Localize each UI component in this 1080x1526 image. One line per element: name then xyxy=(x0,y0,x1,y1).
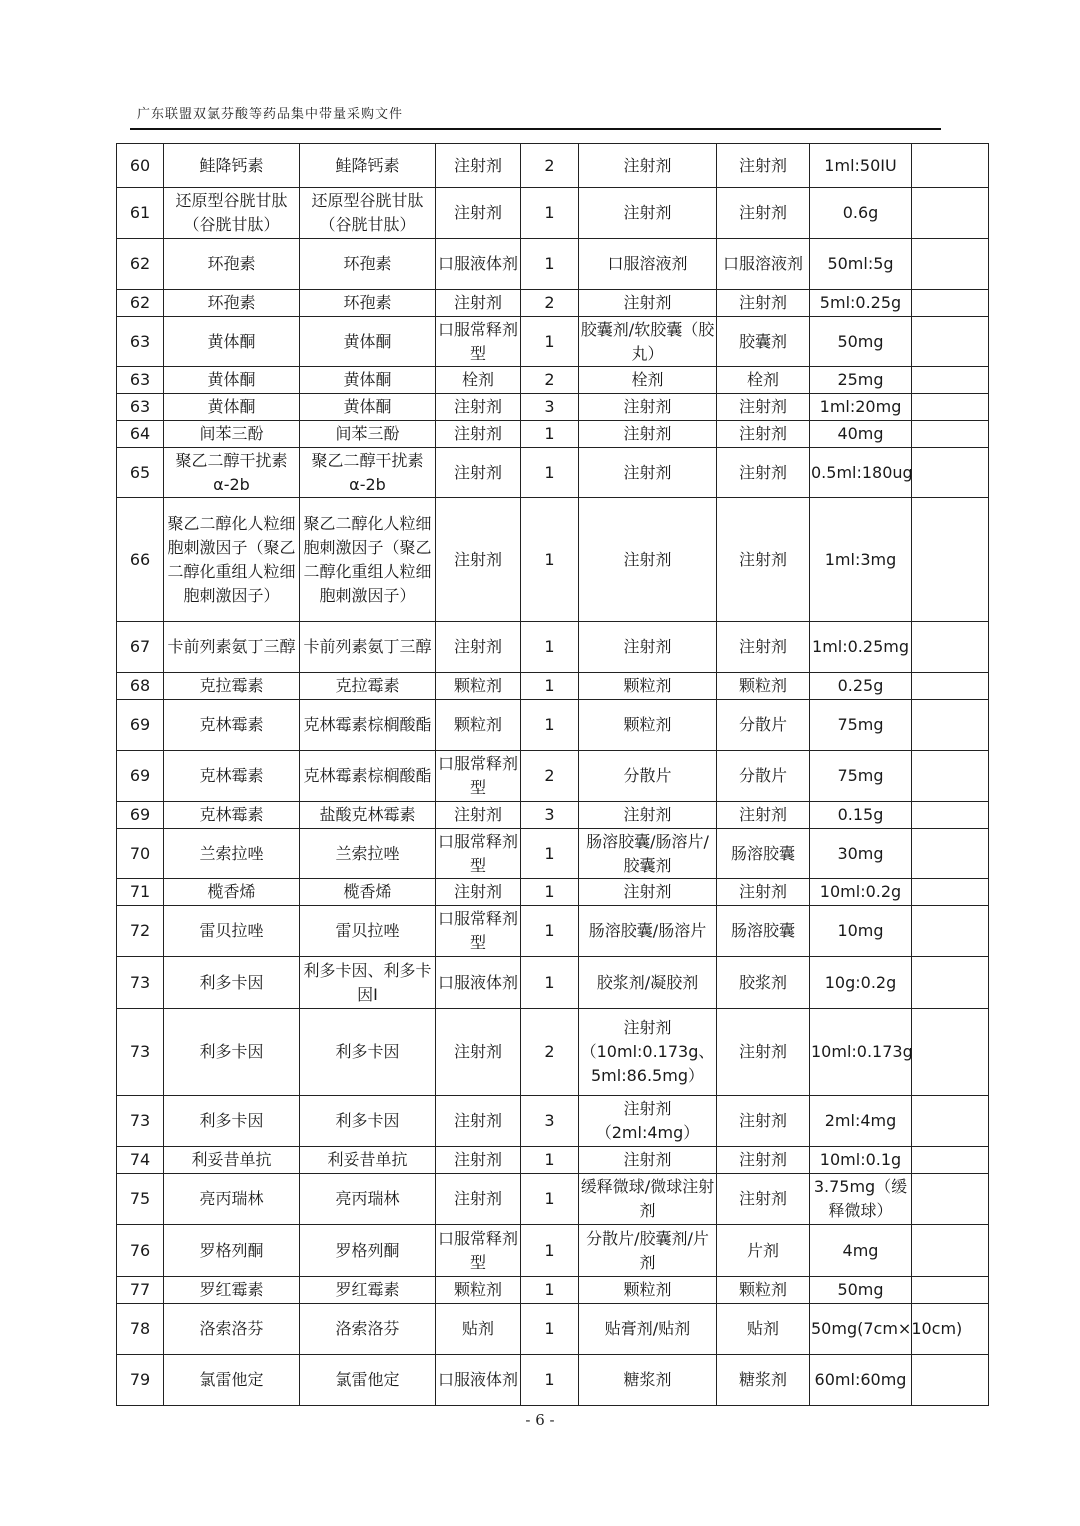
cell-specification: 1ml:3mg xyxy=(810,498,912,622)
table-row xyxy=(117,1009,989,1096)
cell-dosage-form-category: 口服液体剂 xyxy=(436,957,521,1009)
cell-generic-name: 还原型谷胱甘肽（谷胱甘肽） xyxy=(164,188,300,239)
cell-representative-form: 注射剂 xyxy=(717,144,810,188)
cell-drug-name: 洛索洛芬 xyxy=(300,1304,436,1355)
cell-extra xyxy=(912,1096,989,1147)
cell-representative-form: 注射剂 xyxy=(717,498,810,622)
cell-dosage-form: 注射剂 xyxy=(579,421,717,448)
cell-group: 3 xyxy=(521,394,579,421)
cell-group: 1 xyxy=(521,829,579,879)
cell-extra xyxy=(912,188,989,239)
cell-drug-name: 盐酸克林霉素 xyxy=(300,802,436,829)
cell-dosage-form: 胶囊剂/软胶囊（胶丸） xyxy=(579,317,717,367)
cell-dosage-form: 胶浆剂/凝胶剂 xyxy=(579,957,717,1009)
cell-drug-name: 氯雷他定 xyxy=(300,1355,436,1406)
cell-group: 1 xyxy=(521,1277,579,1304)
cell-specification: 25mg xyxy=(810,367,912,394)
table-row xyxy=(117,751,989,802)
cell-extra xyxy=(912,394,989,421)
cell-group: 1 xyxy=(521,700,579,751)
cell-serial-number: 62 xyxy=(117,290,164,317)
cell-specification: 60ml:60mg xyxy=(810,1355,912,1406)
cell-drug-name: 利多卡因 xyxy=(300,1009,436,1096)
cell-generic-name: 黄体酮 xyxy=(164,317,300,367)
cell-dosage-form-category: 颗粒剂 xyxy=(436,700,521,751)
cell-group: 1 xyxy=(521,421,579,448)
cell-drug-name: 间苯三酚 xyxy=(300,421,436,448)
cell-specification: 40mg xyxy=(810,421,912,448)
table-row xyxy=(117,367,989,394)
cell-group: 2 xyxy=(521,290,579,317)
cell-representative-form: 注射剂 xyxy=(717,290,810,317)
cell-specification: 3.75mg（缓释微球） xyxy=(810,1174,912,1225)
cell-generic-name: 鲑降钙素 xyxy=(164,144,300,188)
cell-drug-name: 榄香烯 xyxy=(300,879,436,906)
table-row xyxy=(117,144,989,188)
cell-dosage-form: 分散片 xyxy=(579,751,717,802)
cell-specification: 50mg(7cm×10cm) xyxy=(810,1304,912,1355)
cell-specification: 0.15g xyxy=(810,802,912,829)
cell-dosage-form: 注射剂 xyxy=(579,622,717,673)
cell-drug-name: 聚乙二醇干扰素α-2b xyxy=(300,448,436,498)
cell-generic-name: 利多卡因 xyxy=(164,957,300,1009)
cell-dosage-form-category: 注射剂 xyxy=(436,144,521,188)
cell-specification: 1ml:0.25mg xyxy=(810,622,912,673)
cell-representative-form: 胶囊剂 xyxy=(717,317,810,367)
cell-representative-form: 贴剂 xyxy=(717,1304,810,1355)
cell-dosage-form-category: 口服常释剂型 xyxy=(436,906,521,957)
cell-extra xyxy=(912,498,989,622)
cell-drug-name: 黄体酮 xyxy=(300,367,436,394)
cell-group: 1 xyxy=(521,448,579,498)
cell-generic-name: 克林霉素 xyxy=(164,802,300,829)
cell-dosage-form: 注射剂 xyxy=(579,879,717,906)
cell-serial-number: 68 xyxy=(117,673,164,700)
cell-drug-name: 黄体酮 xyxy=(300,394,436,421)
cell-generic-name: 卡前列素氨丁三醇 xyxy=(164,622,300,673)
cell-serial-number: 72 xyxy=(117,906,164,957)
cell-dosage-form: 注射剂 xyxy=(579,290,717,317)
table-row xyxy=(117,700,989,751)
cell-dosage-form-category: 贴剂 xyxy=(436,1304,521,1355)
table-row xyxy=(117,1355,989,1406)
cell-group: 1 xyxy=(521,1225,579,1277)
cell-representative-form: 注射剂 xyxy=(717,622,810,673)
cell-dosage-form: 分散片/胶囊剂/片剂 xyxy=(579,1225,717,1277)
cell-dosage-form-category: 注射剂 xyxy=(436,394,521,421)
cell-extra xyxy=(912,673,989,700)
cell-serial-number: 79 xyxy=(117,1355,164,1406)
cell-dosage-form-category: 口服常释剂型 xyxy=(436,829,521,879)
cell-dosage-form-category: 注射剂 xyxy=(436,290,521,317)
cell-serial-number: 73 xyxy=(117,957,164,1009)
table-row xyxy=(117,879,989,906)
cell-representative-form: 注射剂 xyxy=(717,802,810,829)
cell-dosage-form: 注射剂 xyxy=(579,448,717,498)
cell-dosage-form: 注射剂 xyxy=(579,144,717,188)
cell-representative-form: 分散片 xyxy=(717,700,810,751)
cell-dosage-form: 注射剂 xyxy=(579,1147,717,1174)
cell-dosage-form: 颗粒剂 xyxy=(579,700,717,751)
table-row xyxy=(117,394,989,421)
cell-dosage-form-category: 注射剂 xyxy=(436,1174,521,1225)
table-row xyxy=(117,957,989,1009)
table-row xyxy=(117,188,989,239)
cell-extra xyxy=(912,317,989,367)
cell-serial-number: 67 xyxy=(117,622,164,673)
cell-dosage-form-category: 注射剂 xyxy=(436,188,521,239)
cell-drug-name: 雷贝拉唑 xyxy=(300,906,436,957)
cell-serial-number: 61 xyxy=(117,188,164,239)
cell-dosage-form: 贴膏剂/贴剂 xyxy=(579,1304,717,1355)
cell-generic-name: 环孢素 xyxy=(164,290,300,317)
cell-generic-name: 黄体酮 xyxy=(164,394,300,421)
table-row xyxy=(117,498,989,622)
cell-dosage-form: 栓剂 xyxy=(579,367,717,394)
cell-group: 1 xyxy=(521,188,579,239)
cell-representative-form: 注射剂 xyxy=(717,394,810,421)
cell-drug-name: 利多卡因 xyxy=(300,1096,436,1147)
cell-generic-name: 洛索洛芬 xyxy=(164,1304,300,1355)
cell-dosage-form-category: 注射剂 xyxy=(436,802,521,829)
cell-group: 3 xyxy=(521,1096,579,1147)
cell-specification: 50ml:5g xyxy=(810,239,912,290)
cell-drug-name: 克林霉素棕榈酸酯 xyxy=(300,700,436,751)
cell-dosage-form-category: 注射剂 xyxy=(436,622,521,673)
drug-procurement-table xyxy=(116,143,989,1406)
cell-generic-name: 利多卡因 xyxy=(164,1096,300,1147)
cell-serial-number: 63 xyxy=(117,367,164,394)
table-row xyxy=(117,1225,989,1277)
cell-specification: 30mg xyxy=(810,829,912,879)
cell-extra xyxy=(912,700,989,751)
cell-extra xyxy=(912,1174,989,1225)
cell-group: 1 xyxy=(521,239,579,290)
cell-specification: 0.5ml:180ug xyxy=(810,448,912,498)
cell-drug-name: 卡前列素氨丁三醇 xyxy=(300,622,436,673)
cell-specification: 1ml:20mg xyxy=(810,394,912,421)
table-row xyxy=(117,1174,989,1225)
table-row xyxy=(117,290,989,317)
cell-representative-form: 注射剂 xyxy=(717,448,810,498)
cell-dosage-form-category: 注射剂 xyxy=(436,1009,521,1096)
cell-drug-name: 还原型谷胱甘肽（谷胱甘肽） xyxy=(300,188,436,239)
cell-dosage-form: 颗粒剂 xyxy=(579,673,717,700)
table-row xyxy=(117,802,989,829)
cell-drug-name: 亮丙瑞林 xyxy=(300,1174,436,1225)
cell-serial-number: 69 xyxy=(117,802,164,829)
cell-representative-form: 注射剂 xyxy=(717,1147,810,1174)
cell-specification: 75mg xyxy=(810,751,912,802)
cell-serial-number: 69 xyxy=(117,700,164,751)
cell-specification: 2ml:4mg xyxy=(810,1096,912,1147)
cell-extra xyxy=(912,879,989,906)
table-row xyxy=(117,448,989,498)
cell-generic-name: 黄体酮 xyxy=(164,367,300,394)
cell-drug-name: 聚乙二醇化人粒细胞刺激因子（聚乙二醇化重组人粒细胞刺激因子） xyxy=(300,498,436,622)
cell-representative-form: 栓剂 xyxy=(717,367,810,394)
cell-drug-name: 克林霉素棕榈酸酯 xyxy=(300,751,436,802)
cell-dosage-form: 注射剂 xyxy=(579,394,717,421)
cell-serial-number: 65 xyxy=(117,448,164,498)
cell-group: 1 xyxy=(521,1304,579,1355)
cell-group: 1 xyxy=(521,317,579,367)
cell-extra xyxy=(912,622,989,673)
cell-specification: 10g:0.2g xyxy=(810,957,912,1009)
cell-extra xyxy=(912,421,989,448)
cell-specification: 50mg xyxy=(810,1277,912,1304)
cell-representative-form: 注射剂 xyxy=(717,421,810,448)
cell-dosage-form-category: 口服常释剂型 xyxy=(436,751,521,802)
cell-generic-name: 罗红霉素 xyxy=(164,1277,300,1304)
cell-drug-name: 黄体酮 xyxy=(300,317,436,367)
table-row xyxy=(117,673,989,700)
cell-generic-name: 环孢素 xyxy=(164,239,300,290)
cell-serial-number: 63 xyxy=(117,394,164,421)
cell-serial-number: 73 xyxy=(117,1009,164,1096)
table-row xyxy=(117,1277,989,1304)
cell-drug-name: 兰索拉唑 xyxy=(300,829,436,879)
cell-serial-number: 71 xyxy=(117,879,164,906)
cell-drug-name: 环孢素 xyxy=(300,290,436,317)
cell-extra xyxy=(912,751,989,802)
cell-serial-number: 73 xyxy=(117,1096,164,1147)
cell-group: 3 xyxy=(521,802,579,829)
cell-dosage-form-category: 注射剂 xyxy=(436,448,521,498)
cell-dosage-form: 注射剂（10ml:0.173g、5ml:86.5mg） xyxy=(579,1009,717,1096)
cell-representative-form: 片剂 xyxy=(717,1225,810,1277)
table-row xyxy=(117,829,989,879)
cell-generic-name: 克林霉素 xyxy=(164,751,300,802)
cell-representative-form: 注射剂 xyxy=(717,1009,810,1096)
cell-representative-form: 颗粒剂 xyxy=(717,1277,810,1304)
document-header-title: 广东联盟双氯芬酸等药品集中带量采购文件 xyxy=(137,107,404,122)
cell-drug-name: 鲑降钙素 xyxy=(300,144,436,188)
cell-drug-name: 罗红霉素 xyxy=(300,1277,436,1304)
cell-group: 1 xyxy=(521,1174,579,1225)
cell-extra xyxy=(912,144,989,188)
cell-extra xyxy=(912,1009,989,1096)
cell-serial-number: 64 xyxy=(117,421,164,448)
cell-serial-number: 74 xyxy=(117,1147,164,1174)
cell-generic-name: 亮丙瑞林 xyxy=(164,1174,300,1225)
cell-dosage-form: 口服溶液剂 xyxy=(579,239,717,290)
table-row xyxy=(117,906,989,957)
cell-generic-name: 雷贝拉唑 xyxy=(164,906,300,957)
table-row xyxy=(117,1304,989,1355)
cell-extra xyxy=(912,1355,989,1406)
cell-specification: 5ml:0.25g xyxy=(810,290,912,317)
cell-specification: 10mg xyxy=(810,906,912,957)
cell-drug-name: 环孢素 xyxy=(300,239,436,290)
cell-specification: 0.25g xyxy=(810,673,912,700)
table-row xyxy=(117,1147,989,1174)
table-row xyxy=(117,622,989,673)
cell-dosage-form-category: 口服液体剂 xyxy=(436,1355,521,1406)
cell-representative-form: 胶浆剂 xyxy=(717,957,810,1009)
cell-drug-name: 克拉霉素 xyxy=(300,673,436,700)
cell-drug-name: 利妥昔单抗 xyxy=(300,1147,436,1174)
cell-dosage-form-category: 栓剂 xyxy=(436,367,521,394)
cell-serial-number: 70 xyxy=(117,829,164,879)
cell-group: 1 xyxy=(521,1147,579,1174)
cell-generic-name: 聚乙二醇干扰素α-2b xyxy=(164,448,300,498)
cell-group: 2 xyxy=(521,367,579,394)
page-number: - 6 - xyxy=(525,1411,555,1429)
cell-group: 1 xyxy=(521,957,579,1009)
cell-specification: 10ml:0.1g xyxy=(810,1147,912,1174)
cell-dosage-form: 肠溶胶囊/肠溶片 xyxy=(579,906,717,957)
cell-dosage-form: 注射剂（2ml:4mg） xyxy=(579,1096,717,1147)
table-row xyxy=(117,1096,989,1147)
cell-representative-form: 注射剂 xyxy=(717,188,810,239)
cell-extra xyxy=(912,290,989,317)
cell-extra xyxy=(912,957,989,1009)
cell-representative-form: 肠溶胶囊 xyxy=(717,829,810,879)
cell-extra xyxy=(912,906,989,957)
cell-representative-form: 糖浆剂 xyxy=(717,1355,810,1406)
cell-serial-number: 78 xyxy=(117,1304,164,1355)
cell-dosage-form: 糖浆剂 xyxy=(579,1355,717,1406)
cell-group: 2 xyxy=(521,751,579,802)
cell-dosage-form: 肠溶胶囊/肠溶片/胶囊剂 xyxy=(579,829,717,879)
cell-representative-form: 颗粒剂 xyxy=(717,673,810,700)
cell-serial-number: 60 xyxy=(117,144,164,188)
cell-dosage-form: 注射剂 xyxy=(579,188,717,239)
cell-serial-number: 75 xyxy=(117,1174,164,1225)
cell-dosage-form: 注射剂 xyxy=(579,498,717,622)
cell-generic-name: 利妥昔单抗 xyxy=(164,1147,300,1174)
cell-dosage-form-category: 注射剂 xyxy=(436,498,521,622)
cell-drug-name: 利多卡因、利多卡因Ⅰ xyxy=(300,957,436,1009)
cell-specification: 50mg xyxy=(810,317,912,367)
cell-serial-number: 77 xyxy=(117,1277,164,1304)
cell-serial-number: 69 xyxy=(117,751,164,802)
cell-group: 1 xyxy=(521,673,579,700)
cell-dosage-form-category: 颗粒剂 xyxy=(436,1277,521,1304)
cell-dosage-form-category: 注射剂 xyxy=(436,1096,521,1147)
cell-dosage-form-category: 注射剂 xyxy=(436,879,521,906)
cell-generic-name: 聚乙二醇化人粒细胞刺激因子（聚乙二醇化重组人粒细胞刺激因子） xyxy=(164,498,300,622)
table-row xyxy=(117,317,989,367)
cell-specification: 10ml:0.173g xyxy=(810,1009,912,1096)
cell-extra xyxy=(912,239,989,290)
cell-generic-name: 利多卡因 xyxy=(164,1009,300,1096)
cell-group: 1 xyxy=(521,906,579,957)
cell-serial-number: 62 xyxy=(117,239,164,290)
cell-specification: 1ml:50IU xyxy=(810,144,912,188)
header-rule xyxy=(130,128,941,130)
cell-extra xyxy=(912,448,989,498)
cell-extra xyxy=(912,1147,989,1174)
cell-generic-name: 兰索拉唑 xyxy=(164,829,300,879)
cell-serial-number: 63 xyxy=(117,317,164,367)
cell-specification: 0.6g xyxy=(810,188,912,239)
cell-representative-form: 口服溶液剂 xyxy=(717,239,810,290)
cell-dosage-form-category: 颗粒剂 xyxy=(436,673,521,700)
cell-generic-name: 榄香烯 xyxy=(164,879,300,906)
cell-drug-name: 罗格列酮 xyxy=(300,1225,436,1277)
cell-extra xyxy=(912,829,989,879)
cell-specification: 4mg xyxy=(810,1225,912,1277)
cell-extra xyxy=(912,367,989,394)
table-row xyxy=(117,239,989,290)
cell-representative-form: 分散片 xyxy=(717,751,810,802)
cell-extra xyxy=(912,1225,989,1277)
cell-representative-form: 肠溶胶囊 xyxy=(717,906,810,957)
cell-representative-form: 注射剂 xyxy=(717,879,810,906)
cell-serial-number: 66 xyxy=(117,498,164,622)
cell-generic-name: 氯雷他定 xyxy=(164,1355,300,1406)
cell-dosage-form-category: 口服常释剂型 xyxy=(436,1225,521,1277)
cell-dosage-form: 注射剂 xyxy=(579,802,717,829)
table-row xyxy=(117,421,989,448)
cell-generic-name: 间苯三酚 xyxy=(164,421,300,448)
cell-group: 1 xyxy=(521,1355,579,1406)
cell-extra xyxy=(912,1277,989,1304)
cell-dosage-form-category: 注射剂 xyxy=(436,421,521,448)
cell-dosage-form: 颗粒剂 xyxy=(579,1277,717,1304)
cell-representative-form: 注射剂 xyxy=(717,1096,810,1147)
cell-dosage-form-category: 口服液体剂 xyxy=(436,239,521,290)
cell-dosage-form-category: 口服常释剂型 xyxy=(436,317,521,367)
cell-generic-name: 克拉霉素 xyxy=(164,673,300,700)
cell-serial-number: 76 xyxy=(117,1225,164,1277)
cell-dosage-form: 缓释微球/微球注射剂 xyxy=(579,1174,717,1225)
cell-specification: 10ml:0.2g xyxy=(810,879,912,906)
cell-specification: 75mg xyxy=(810,700,912,751)
cell-extra xyxy=(912,802,989,829)
cell-dosage-form-category: 注射剂 xyxy=(436,1147,521,1174)
cell-group: 1 xyxy=(521,879,579,906)
cell-generic-name: 克林霉素 xyxy=(164,700,300,751)
cell-group: 2 xyxy=(521,144,579,188)
cell-group: 2 xyxy=(521,1009,579,1096)
cell-group: 1 xyxy=(521,498,579,622)
cell-group: 1 xyxy=(521,622,579,673)
cell-generic-name: 罗格列酮 xyxy=(164,1225,300,1277)
cell-representative-form: 注射剂 xyxy=(717,1174,810,1225)
